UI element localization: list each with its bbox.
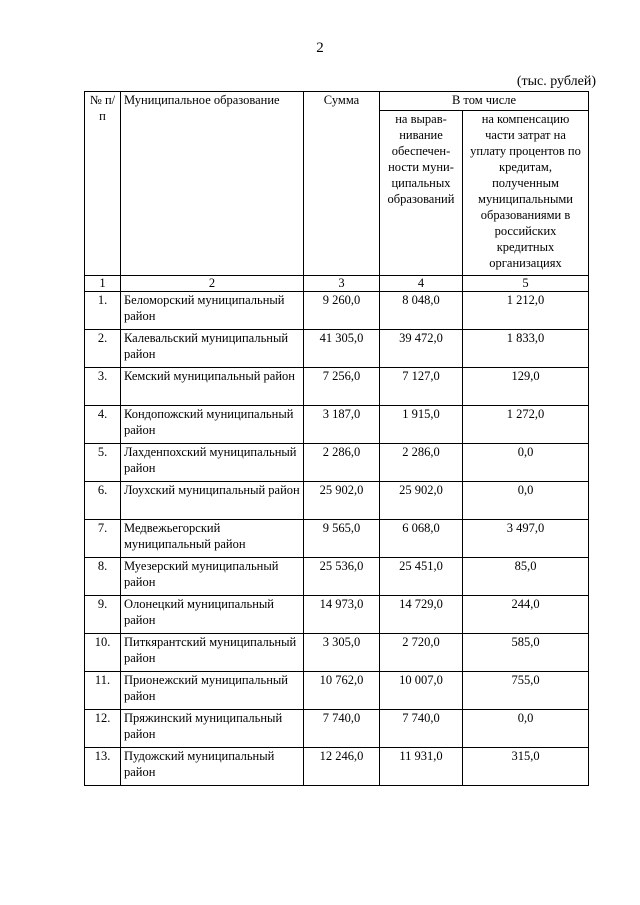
header-including: В том числе [380, 92, 589, 111]
row-sum: 2 286,0 [304, 444, 380, 482]
row-sum: 7 740,0 [304, 710, 380, 748]
units-label: (тыс. рублей) [516, 74, 596, 89]
row-number: 9. [85, 596, 121, 634]
municipality-name: Кемский муниципальный район [121, 368, 304, 406]
row-equalization: 2 720,0 [380, 634, 463, 672]
municipality-name: Лахденпохский муниципальный район [121, 444, 304, 482]
column-index: 3 [304, 276, 380, 292]
row-number: 3. [85, 368, 121, 406]
row-number: 2. [85, 330, 121, 368]
municipality-name: Пряжинский муниципальный район [121, 710, 304, 748]
municipality-name: Лоухский муниципальный район [121, 482, 304, 520]
table-row [85, 710, 589, 748]
row-sum: 41 305,0 [304, 330, 380, 368]
table-row [85, 482, 589, 520]
header-compensation: на компенсацию части затрат на уплату процентов по кредитам, полученным муниципальными образованиями в российских кредитных организациях [463, 111, 589, 276]
row-sum: 10 762,0 [304, 672, 380, 710]
row-equalization: 25 902,0 [380, 482, 463, 520]
row-number: 4. [85, 406, 121, 444]
row-number: 1. [85, 292, 121, 330]
row-equalization: 14 729,0 [380, 596, 463, 634]
row-number: 6. [85, 482, 121, 520]
row-equalization: 39 472,0 [380, 330, 463, 368]
row-sum: 3 305,0 [304, 634, 380, 672]
table-row [85, 634, 589, 672]
row-compensation: 244,0 [463, 596, 589, 634]
row-equalization: 11 931,0 [380, 748, 463, 786]
row-number: 7. [85, 520, 121, 558]
table-row [85, 330, 589, 368]
row-sum: 25 902,0 [304, 482, 380, 520]
row-equalization: 6 068,0 [380, 520, 463, 558]
municipality-name: Медвежьегорский муниципальный район [121, 520, 304, 558]
page-number: 2 [316, 40, 324, 56]
row-sum: 9 565,0 [304, 520, 380, 558]
row-compensation: 1 833,0 [463, 330, 589, 368]
row-sum: 12 246,0 [304, 748, 380, 786]
row-compensation: 0,0 [463, 482, 589, 520]
row-compensation: 315,0 [463, 748, 589, 786]
table-row [85, 520, 589, 558]
municipality-name: Калевальский муниципальный район [121, 330, 304, 368]
row-equalization: 8 048,0 [380, 292, 463, 330]
row-number: 5. [85, 444, 121, 482]
row-compensation: 1 272,0 [463, 406, 589, 444]
column-index: 5 [463, 276, 589, 292]
row-equalization: 2 286,0 [380, 444, 463, 482]
municipality-name: Муезерский муниципальный район [121, 558, 304, 596]
row-sum: 14 973,0 [304, 596, 380, 634]
table-row [85, 748, 589, 786]
municipality-name: Кондопожский муниципальный район [121, 406, 304, 444]
row-number: 13. [85, 748, 121, 786]
row-equalization: 7 127,0 [380, 368, 463, 406]
municipality-name: Олонецкий муниципальный район [121, 596, 304, 634]
row-compensation: 0,0 [463, 444, 589, 482]
municipality-name: Питкярантский муниципальный район [121, 634, 304, 672]
row-compensation: 3 497,0 [463, 520, 589, 558]
municipality-name: Пудожский муниципальный район [121, 748, 304, 786]
table-row [85, 292, 589, 330]
table-row [85, 406, 589, 444]
table-row [85, 672, 589, 710]
column-index: 1 [85, 276, 121, 292]
column-index: 2 [121, 276, 304, 292]
row-equalization: 10 007,0 [380, 672, 463, 710]
column-index-row [85, 276, 589, 292]
row-compensation: 129,0 [463, 368, 589, 406]
row-number: 12. [85, 710, 121, 748]
row-sum: 7 256,0 [304, 368, 380, 406]
row-sum: 9 260,0 [304, 292, 380, 330]
table-row [85, 558, 589, 596]
table-row [85, 596, 589, 634]
row-number: 10. [85, 634, 121, 672]
table-row [85, 444, 589, 482]
header-num: № п/п [85, 92, 121, 276]
header-equalization: на вырав-нивание обеспечен-ности муни-ципальных образований [380, 111, 463, 276]
row-compensation: 755,0 [463, 672, 589, 710]
row-compensation: 1 212,0 [463, 292, 589, 330]
header-name: Муниципальное образование [121, 92, 304, 276]
row-sum: 3 187,0 [304, 406, 380, 444]
row-compensation: 0,0 [463, 710, 589, 748]
row-compensation: 85,0 [463, 558, 589, 596]
row-equalization: 1 915,0 [380, 406, 463, 444]
header-sum: Сумма [304, 92, 380, 276]
row-equalization: 25 451,0 [380, 558, 463, 596]
municipality-name: Беломорский муниципальный район [121, 292, 304, 330]
row-number: 8. [85, 558, 121, 596]
row-equalization: 7 740,0 [380, 710, 463, 748]
column-index: 4 [380, 276, 463, 292]
subsidy-table [84, 91, 589, 786]
row-number: 11. [85, 672, 121, 710]
row-sum: 25 536,0 [304, 558, 380, 596]
table-row [85, 368, 589, 406]
row-compensation: 585,0 [463, 634, 589, 672]
municipality-name: Прионежский муниципальный район [121, 672, 304, 710]
